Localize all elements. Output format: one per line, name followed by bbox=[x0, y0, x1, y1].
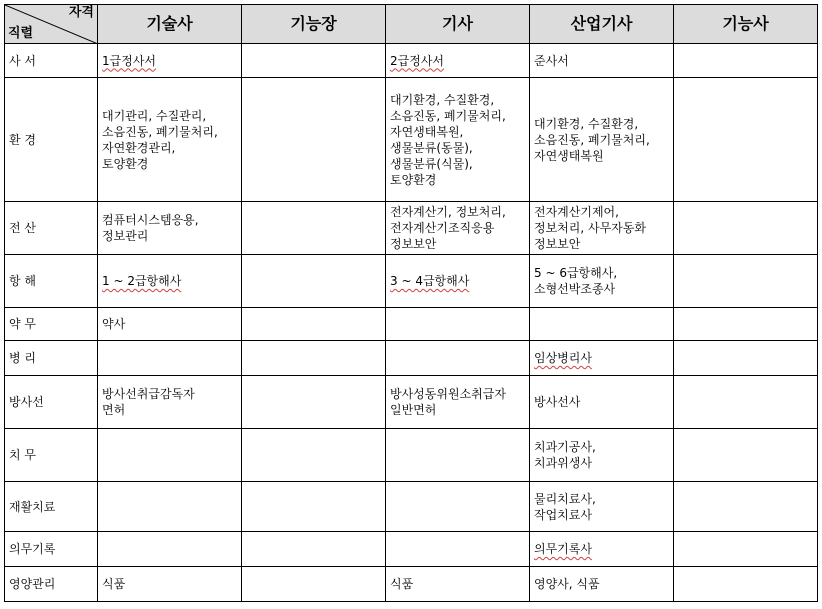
table-cell bbox=[386, 482, 530, 532]
table-row bbox=[5, 429, 818, 482]
table-cell bbox=[386, 532, 530, 567]
table-row bbox=[5, 44, 818, 78]
table-cell bbox=[530, 78, 674, 202]
table-cell bbox=[674, 308, 818, 341]
table-cell bbox=[98, 429, 242, 482]
table-cell bbox=[98, 78, 242, 202]
column-header-master-craftsman: 기능장 bbox=[242, 5, 386, 44]
cell-text: 준사서 bbox=[534, 53, 569, 68]
cell-text: 방사성동위원소취급자 일반면허 bbox=[390, 387, 506, 417]
table-cell bbox=[242, 78, 386, 202]
table-cell bbox=[386, 78, 530, 202]
cell-text: 영양사, 식품 bbox=[534, 577, 600, 591]
table-row bbox=[5, 78, 818, 202]
table-row bbox=[5, 202, 818, 255]
cell-text: 5 ~ 6급항해사, 소형선박조종사 bbox=[534, 266, 618, 296]
cell-text: 방사선취급감독자 면허 bbox=[102, 387, 195, 417]
table-cell bbox=[386, 308, 530, 341]
table-cell bbox=[674, 202, 818, 255]
table-cell bbox=[98, 44, 242, 78]
row-label: 치 무 bbox=[5, 429, 98, 482]
table-row bbox=[5, 482, 818, 532]
table-cell bbox=[386, 376, 530, 429]
table-row bbox=[5, 567, 818, 602]
table-cell bbox=[242, 532, 386, 567]
corner-header bbox=[5, 5, 98, 44]
table-cell bbox=[242, 429, 386, 482]
column-header-industrial-engineer: 산업기사 bbox=[530, 5, 674, 44]
table-cell bbox=[242, 44, 386, 78]
table-cell bbox=[674, 532, 818, 567]
column-header-engineer: 기사 bbox=[386, 5, 530, 44]
cell-text: 전자계산기제어, 정보처리, 사무자동화 정보보안 bbox=[534, 205, 646, 251]
table-cell bbox=[530, 308, 674, 341]
table-cell bbox=[242, 308, 386, 341]
table-cell bbox=[386, 429, 530, 482]
table-cell bbox=[674, 341, 818, 376]
cell-text: 3 ~ 4급항해사 bbox=[390, 274, 470, 288]
row-label: 영양관리 bbox=[5, 567, 98, 602]
table-cell bbox=[386, 44, 530, 78]
cell-text: 컴퓨터시스템응용, 정보관리 bbox=[102, 213, 199, 243]
cell-text: 2급정사서 bbox=[390, 53, 445, 68]
column-header-craftsman: 기능사 bbox=[674, 5, 818, 44]
row-label: 항 해 bbox=[5, 255, 98, 308]
table-cell bbox=[530, 255, 674, 308]
column-header-engineer-pe: 기술사 bbox=[98, 5, 242, 44]
row-label: 사 서 bbox=[5, 44, 98, 78]
table-cell bbox=[386, 202, 530, 255]
cell-text: 물리치료사, 작업치료사 bbox=[534, 491, 596, 522]
corner-label-series: 직렬 bbox=[8, 26, 34, 41]
row-label: 약 무 bbox=[5, 308, 98, 341]
row-label: 전 산 bbox=[5, 202, 98, 255]
table-cell bbox=[386, 255, 530, 308]
table-row bbox=[5, 308, 818, 341]
cell-text: 전자계산기, 정보처리, 전자계산기조직응용 정보보안 bbox=[390, 205, 506, 251]
table-cell bbox=[530, 376, 674, 429]
cell-text: 약사 bbox=[102, 317, 126, 331]
cell-text: 의무기록사 bbox=[534, 542, 592, 556]
table-cell bbox=[674, 44, 818, 78]
table-cell bbox=[386, 567, 530, 602]
table-cell bbox=[242, 255, 386, 308]
table-cell bbox=[530, 482, 674, 532]
table-cell bbox=[98, 255, 242, 308]
table-cell bbox=[530, 429, 674, 482]
table-cell bbox=[674, 567, 818, 602]
qualification-table bbox=[4, 4, 818, 602]
row-label: 환 경 bbox=[5, 78, 98, 202]
cell-text: 대기환경, 수질환경, 소음진동, 폐기물처리, 자연생태복원, 생물분류(동물), 생물분류(식물), 토양환경 bbox=[390, 92, 506, 187]
table-cell bbox=[530, 202, 674, 255]
table-cell bbox=[674, 255, 818, 308]
table-cell bbox=[386, 341, 530, 376]
header-row bbox=[5, 5, 818, 44]
table-cell bbox=[242, 376, 386, 429]
table-cell bbox=[242, 341, 386, 376]
table-cell bbox=[242, 482, 386, 532]
corner-label-qualification: 자격 bbox=[68, 5, 94, 20]
table-cell bbox=[242, 567, 386, 602]
table-cell bbox=[530, 532, 674, 567]
table-cell bbox=[98, 202, 242, 255]
cell-text: 1 ~ 2급항해사 bbox=[102, 274, 182, 288]
cell-text: 임상병리사 bbox=[534, 351, 592, 365]
table-cell bbox=[530, 567, 674, 602]
table-row bbox=[5, 376, 818, 429]
table-cell bbox=[674, 482, 818, 532]
table-cell bbox=[98, 376, 242, 429]
cell-text: 대기관리, 수질관리, 소음진동, 폐기물처리, 자연환경관리, 토양환경 bbox=[102, 108, 218, 171]
table-cell bbox=[530, 341, 674, 376]
table-row bbox=[5, 341, 818, 376]
cell-text: 식품 bbox=[390, 577, 414, 591]
cell-text: 식품 bbox=[102, 577, 126, 591]
table-row bbox=[5, 532, 818, 567]
table-cell bbox=[98, 532, 242, 567]
row-label: 방사선 bbox=[5, 376, 98, 429]
table-cell bbox=[674, 429, 818, 482]
table-cell bbox=[530, 44, 674, 78]
table-row bbox=[5, 255, 818, 308]
table-cell bbox=[98, 341, 242, 376]
cell-text: 치과기공사, 치과위생사 bbox=[534, 440, 596, 470]
cell-text: 1급정사서 bbox=[102, 53, 157, 68]
table-cell bbox=[98, 567, 242, 602]
cell-text: 방사선사 bbox=[534, 395, 581, 409]
table-cell bbox=[98, 482, 242, 532]
cell-text: 대기환경, 수질환경, 소음진동, 폐기물처리, 자연생태복원 bbox=[534, 116, 650, 163]
table-cell bbox=[98, 308, 242, 341]
table-cell bbox=[674, 78, 818, 202]
row-label: 재활치료 bbox=[5, 482, 98, 532]
row-label: 의무기록 bbox=[5, 532, 98, 567]
table-cell bbox=[242, 202, 386, 255]
table-cell bbox=[674, 376, 818, 429]
row-label: 병 리 bbox=[5, 341, 98, 376]
